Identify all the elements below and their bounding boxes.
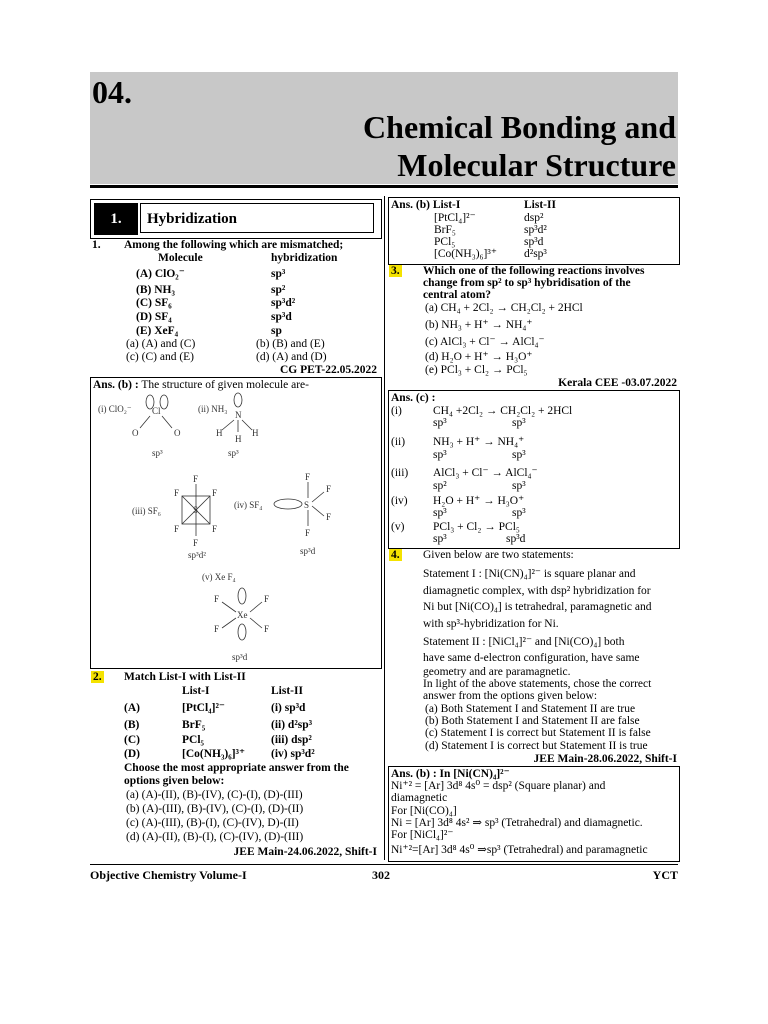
a4-line6: For [NiCl₄]²⁻ bbox=[391, 829, 454, 841]
q3-number: 3. bbox=[391, 265, 400, 277]
q2-row-a-l1: [PtCl₄]²⁻ bbox=[182, 702, 225, 714]
svg-text:F: F bbox=[326, 512, 332, 522]
q4-statement2-line2: have same d-electron configuration, have same bbox=[423, 652, 640, 664]
a3-row-iv-eq: H₂O + H⁺ → H₃O⁺ bbox=[433, 495, 525, 507]
svg-text:H: H bbox=[216, 428, 223, 438]
q3-question-line3: central atom? bbox=[423, 289, 492, 301]
fig-label-ii: (ii) NH₃ bbox=[198, 404, 228, 414]
q4-option-a: (a) Both Statement I and Statement II are true bbox=[425, 703, 636, 715]
a3-row-i-eq: CH₄ +2Cl₂ → CH₂Cl₂ + 2HCl bbox=[433, 405, 573, 417]
q1-option-c: (c) (C) and (E) bbox=[126, 351, 195, 363]
svg-text:S: S bbox=[304, 500, 310, 510]
svg-text:F: F bbox=[305, 472, 311, 482]
a2-label: Ans. (b) List-I bbox=[391, 199, 461, 211]
fig-label-iv: (iv) SF₄ bbox=[234, 500, 263, 510]
svg-text:F: F bbox=[212, 488, 218, 498]
svg-text:F: F bbox=[264, 624, 270, 634]
a2-row-d-l1: [Co(NH₃)₆]³⁺ bbox=[434, 248, 497, 260]
fig-hyb-ii: sp³ bbox=[228, 448, 239, 458]
q2-row-d-key: (D) bbox=[124, 748, 140, 760]
svg-text:O: O bbox=[174, 428, 181, 438]
a3-row-iii-eq: AlCl₃ + Cl⁻ → AlCl₄⁻ bbox=[433, 467, 538, 479]
svg-text:F: F bbox=[214, 624, 220, 634]
a3-row-ii-num: (ii) bbox=[391, 436, 406, 448]
a3-row-i-h1: sp³ bbox=[433, 417, 447, 429]
q4-option-b: (b) Both Statement I and Statement II are false bbox=[425, 715, 640, 727]
q3-source: Kerala CEE -03.07.2022 bbox=[558, 377, 677, 389]
fig-hyb-iii: sp³d² bbox=[188, 550, 206, 560]
q1-row-a-mol: (A) ClO₂⁻ bbox=[136, 268, 185, 280]
q2-row-d-l2: (iv) sp³d² bbox=[271, 748, 315, 760]
svg-text:F: F bbox=[305, 528, 311, 538]
q1-option-d: (d) (A) and (D) bbox=[256, 351, 327, 363]
fig-label-i: (i) ClO₂⁻ bbox=[98, 404, 132, 414]
q1-col1-header: Molecule bbox=[158, 252, 203, 264]
a3-label: Ans. (c) : bbox=[391, 392, 436, 404]
q4-option-c: (c) Statement I is correct but Statement II is false bbox=[425, 727, 651, 739]
a3-row-iv-h1: sp³ bbox=[433, 507, 447, 519]
q4-statement1-line3: Ni but [Ni(CO)₄] is tetrahedral, paramagnetic and bbox=[423, 601, 652, 613]
q2-instruction-line1: Choose the most appropriate answer from the bbox=[124, 762, 349, 774]
q2-row-b-l2: (ii) d²sp³ bbox=[271, 719, 313, 731]
q1-row-b-hyb: sp² bbox=[271, 284, 286, 296]
q1-option-b: (b) (B) and (E) bbox=[256, 338, 325, 350]
q2-list1-header: List-I bbox=[182, 685, 210, 697]
q2-row-c-l2: (iii) dsp² bbox=[271, 734, 312, 746]
q3-question-line2: change from sp² to sp³ hybridisation of the bbox=[423, 277, 631, 289]
q1-row-c-mol: (C) SF₆ bbox=[136, 297, 172, 309]
svg-text:F: F bbox=[174, 488, 180, 498]
q3-option-d: (d) H₂O + H⁺ → H₃O⁺ bbox=[425, 351, 533, 363]
svg-text:F: F bbox=[174, 524, 180, 534]
a4-line5: Ni = [Ar] 3d⁸ 4s² ⇒ sp³ (Tetrahedral) and diamagnetic. bbox=[391, 817, 643, 829]
a1-structures-figure bbox=[92, 392, 378, 664]
chapter-title-line1: Chemical Bonding and bbox=[363, 109, 676, 145]
q1-row-b-mol: (B) NH₃ bbox=[136, 284, 175, 296]
column-divider bbox=[384, 196, 385, 860]
footer-book-title: Objective Chemistry Volume-I bbox=[90, 868, 247, 882]
a3-row-v-num: (v) bbox=[391, 521, 405, 533]
q2-row-a-key: (A) bbox=[124, 702, 140, 714]
q4-light-line1: In light of the above statements, chose the correct bbox=[423, 678, 652, 690]
a2-list2-header: List-II bbox=[524, 199, 556, 211]
q1-row-e-mol: (E) XeF₄ bbox=[136, 325, 179, 337]
q4-number: 4. bbox=[391, 549, 400, 561]
q4-light-line2: answer from the options given below: bbox=[423, 690, 598, 702]
fig-hyb-i: sp³ bbox=[152, 448, 163, 458]
a4-line3: diamagnetic bbox=[391, 792, 448, 804]
q3-option-e: (e) PCl₃ + Cl₂ → PCl₅ bbox=[425, 364, 528, 376]
footer-rule bbox=[90, 864, 678, 865]
a4-line2: Ni⁺² = [Ar] 3d⁸ 4s⁰ = dsp² (Square planar) and bbox=[391, 780, 606, 792]
a2-row-c-l2: sp³d bbox=[524, 236, 544, 248]
q1-row-c-hyb: sp³d² bbox=[271, 297, 296, 309]
svg-text:O: O bbox=[132, 428, 139, 438]
section-title: Hybridization bbox=[140, 203, 374, 233]
q4-statement1-line4: with sp³-hybridization for Ni. bbox=[423, 618, 559, 630]
a3-row-v-eq: PCl₃ + Cl₂ → PCl₅ bbox=[433, 521, 520, 533]
a3-row-ii-h1: sp³ bbox=[433, 449, 447, 461]
a1-text: The structure of given molecule are- bbox=[141, 379, 309, 391]
a3-row-i-num: (i) bbox=[391, 405, 402, 417]
q2-option-c: (c) (A)-(III), (B)-(I), (C)-(IV), D)-(II) bbox=[126, 817, 299, 829]
a3-row-i-h2: sp³ bbox=[512, 417, 526, 429]
q4-statement2-line3: geometry and are paramagnetic. bbox=[423, 666, 571, 678]
q3-option-c: (c) AlCl₃ + Cl⁻ → AlCl₄⁻ bbox=[425, 336, 545, 348]
a3-row-ii-h2: sp³ bbox=[512, 449, 526, 461]
q4-source: JEE Main-28.06.2022, Shift-I bbox=[533, 753, 677, 765]
fig-hyb-iv: sp³d bbox=[300, 546, 316, 556]
q4-intro: Given below are two statements: bbox=[423, 549, 574, 561]
q4-statement1-line1: Statement I : [Ni(CN)₄]²⁻ is square planar and bbox=[423, 568, 636, 580]
q2-option-d: (d) (A)-(II), (B)-(I), (C)-(IV), (D)-(III) bbox=[126, 831, 304, 843]
q1-col2-header: hybridization bbox=[271, 252, 338, 264]
a3-row-iv-num: (iv) bbox=[391, 495, 408, 507]
q1-option-a: (a) (A) and (C) bbox=[126, 338, 196, 350]
q3-option-b: (b) NH₃ + H⁺ → NH₄⁺ bbox=[425, 319, 533, 331]
svg-text:F: F bbox=[264, 594, 270, 604]
q1-question: Among the following which are mismatched; bbox=[124, 239, 344, 251]
a2-row-d-l2: d²sp³ bbox=[524, 248, 547, 260]
q2-list2-header: List-II bbox=[271, 685, 303, 697]
a4-line7: Ni⁺²=[Ar] 3d⁸ 4s⁰ ⇒sp³ (Tetrahedral) and paramagnetic bbox=[391, 844, 648, 856]
q1-row-d-mol: (D) SF₄ bbox=[136, 311, 172, 323]
q2-row-d-l1: [Co(NH₃)₆]³⁺ bbox=[182, 748, 246, 760]
q2-option-a: (a) (A)-(II), (B)-(IV), (C)-(I), (D)-(III) bbox=[126, 789, 303, 801]
q2-row-c-l1: PCl₅ bbox=[182, 734, 204, 746]
q1-row-d-hyb: sp³d bbox=[271, 311, 292, 323]
a1-label: Ans. (b) : bbox=[93, 379, 139, 391]
header-rule bbox=[90, 185, 678, 188]
q1-row-e-hyb: sp bbox=[271, 325, 282, 337]
svg-text:H: H bbox=[235, 434, 242, 444]
a3-row-iii-num: (iii) bbox=[391, 467, 409, 479]
a1-answer bbox=[93, 379, 309, 391]
a4-line1: Ans. (b) : In [Ni(CN)₄]²⁻ bbox=[391, 768, 510, 780]
chapter-title-line2: Molecular Structure bbox=[397, 147, 676, 183]
a3-row-v-h1: sp³ bbox=[433, 533, 447, 545]
a2-row-b-l1: BrF₅ bbox=[434, 224, 456, 236]
q4-statement1-line2: diamagnetic complex, with dsp² hybridization for bbox=[423, 585, 651, 597]
fig-hyb-v: sp³d bbox=[232, 652, 248, 662]
q2-row-b-key: (B) bbox=[124, 719, 140, 731]
chapter-number: 04. bbox=[92, 74, 132, 110]
q2-option-b: (b) (A)-(III), (B)-(IV), (C)-(I), (D)-(II) bbox=[126, 803, 304, 815]
a2-row-c-l1: PCl₅ bbox=[434, 236, 456, 248]
q2-row-c-key: (C) bbox=[124, 734, 140, 746]
q2-source: JEE Main-24.06.2022, Shift-I bbox=[233, 846, 377, 858]
fig-label-iii: (iii) SF₆ bbox=[132, 506, 161, 516]
svg-text:N: N bbox=[235, 410, 242, 420]
a2-row-a-l2: dsp² bbox=[524, 212, 544, 224]
chapter-title bbox=[363, 108, 676, 184]
q1-number: 1. bbox=[92, 239, 101, 251]
q3-option-a: (a) CH₄ + 2Cl₂ → CH₂Cl₂ + 2HCl bbox=[425, 302, 583, 314]
a2-row-a-l1: [PtCl₄]²⁻ bbox=[434, 212, 476, 224]
a3-row-v-h2: sp³d bbox=[506, 533, 526, 545]
svg-text:F: F bbox=[193, 538, 199, 548]
footer-publisher: YCT bbox=[652, 868, 678, 882]
a3-row-iii-h1: sp² bbox=[433, 480, 447, 492]
a3-row-iii-h2: sp³ bbox=[512, 480, 526, 492]
a3-row-iv-h2: sp³ bbox=[512, 507, 526, 519]
svg-text:S: S bbox=[193, 505, 199, 515]
svg-text:H: H bbox=[252, 428, 259, 438]
footer-page-number: 302 bbox=[372, 868, 390, 882]
q2-instruction-line2: options given below: bbox=[124, 775, 225, 787]
a4-line4: For [Ni(CO)₄] bbox=[391, 805, 457, 817]
svg-text:F: F bbox=[214, 594, 220, 604]
q3-question-line1: Which one of the following reactions involves bbox=[423, 265, 645, 277]
q2-number: 2. bbox=[93, 671, 102, 683]
svg-text:F: F bbox=[193, 474, 199, 484]
section-number: 1. bbox=[94, 203, 138, 235]
svg-text:F: F bbox=[326, 484, 332, 494]
svg-text:F: F bbox=[212, 524, 218, 534]
q1-row-a-hyb: sp³ bbox=[271, 268, 286, 280]
q1-source: CG PET-22.05.2022 bbox=[279, 364, 377, 376]
q2-question: Match List-I with List-II bbox=[124, 671, 246, 683]
q4-option-d: (d) Statement I is correct but Statement II is true bbox=[425, 740, 648, 752]
fig-label-v: (v) Xe F₄ bbox=[202, 572, 236, 582]
q2-row-b-l1: BrF₅ bbox=[182, 719, 206, 731]
a3-row-ii-eq: NH₃ + H⁺ → NH₄⁺ bbox=[433, 436, 525, 448]
svg-text:Cl: Cl bbox=[152, 406, 161, 416]
q4-statement2-line1: Statement II : [NiCl₄]²⁻ and [Ni(CO)₄] both bbox=[423, 636, 625, 648]
svg-text:Xe: Xe bbox=[237, 610, 248, 620]
q2-row-a-l2: (i) sp³d bbox=[271, 702, 306, 714]
a2-row-b-l2: sp³d² bbox=[524, 224, 547, 236]
